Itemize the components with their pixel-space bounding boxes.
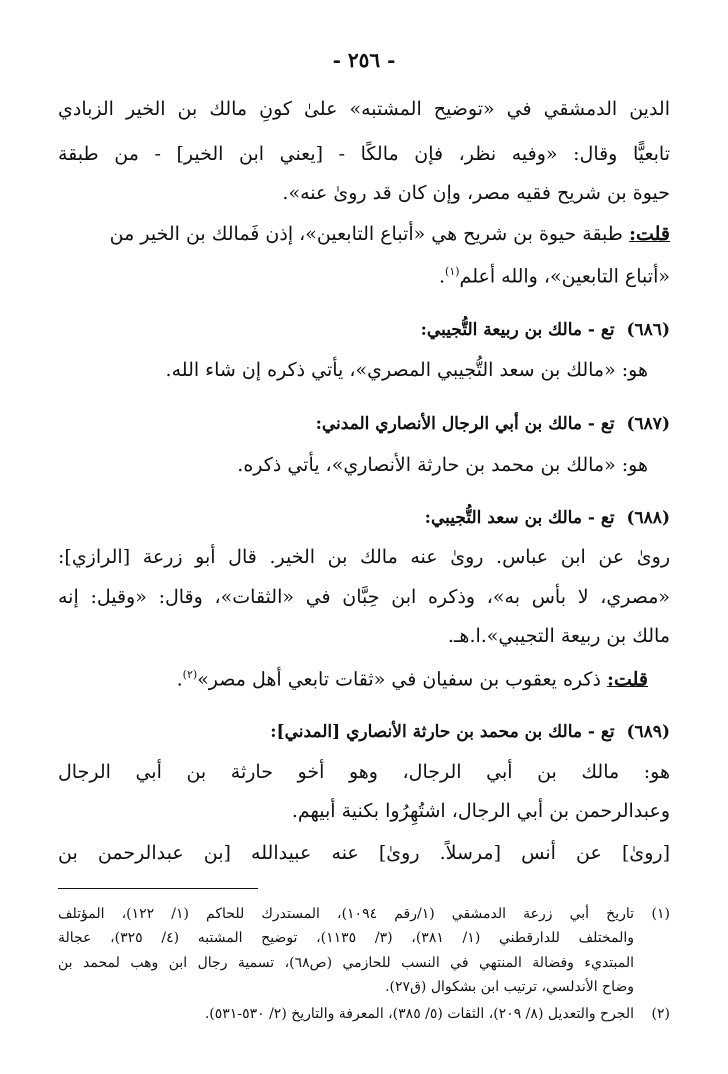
body-line: وعبدالرحمن بن أبي الرجال، اشتُهِرُوا بكنية أبيهم. [291, 800, 670, 822]
body-line: الدين الدمشقي في «توضيح المشتبه» علىٰ كونِ مالك بن الخير الزبادي [58, 98, 670, 120]
body-line: هو: «مالك بن سعد التُّجيبي المصري»، يأتي ذكره إن شاء الله. [165, 359, 648, 381]
body-line: هو: «مالك بن محمد بن حارثة الأنصاري»، يأتي ذكره. [237, 454, 648, 476]
body-text: «أتباع التابعين»، والله أعلم [459, 265, 670, 288]
qult-note [58, 219, 670, 249]
footnote-number: (١) [651, 906, 670, 922]
body-line: حيوة بن شريح فقيه مصر، وإن كان قد روىٰ عنه». [282, 182, 670, 204]
document-page [58, 0, 670, 1074]
body-line: مالك بن ربيعة التجيبي».ا.هـ. [447, 625, 670, 647]
body-line: «مصري، لا بأس به»، وذكره ابن حِبَّان في «الثقات»، وقال: «وقيل: إنه [58, 586, 670, 608]
footnote-ref: (١) [445, 265, 460, 278]
body-line: روىٰ عن ابن عباس. روىٰ عنه مالك بن الخير. قال أبو زرعة [الرازي]: [58, 546, 670, 568]
qult-label: قلت: [628, 223, 670, 245]
entry-title: تع - مالك بن محمد بن حارثة الأنصاري [المدني]: [270, 722, 615, 742]
entry-title: تع - مالك بن سعد التُّجيبي: [424, 508, 615, 528]
entry-heading [425, 503, 670, 533]
footnote-text: المبتديء وفضالة المنتهي في النسب للحازمي (ص٦٨)، تسمية رجال ابن وهب لمحمد بن [58, 955, 634, 971]
entry-heading [270, 717, 670, 747]
body-text: . [176, 668, 183, 691]
entry-heading [421, 315, 670, 345]
footnote-ref: (٢) [182, 668, 198, 681]
footnote-text: تاريخ أبي زرعة الدمشقي (١/رقم ١٠٩٤)، المستدرك للحاكم (١/ ١٢٢)، المؤتلف [58, 906, 635, 922]
body-line [439, 257, 670, 291]
entry-title: تع - مالك بن ربيعة التُّجيبي: [420, 320, 615, 340]
body-text: . [438, 265, 446, 288]
page-number: - ٢٥٦ - [332, 48, 396, 72]
entry-number: (٦٨٦) [626, 320, 670, 340]
qult-note [177, 660, 648, 694]
footnote-separator [58, 888, 258, 889]
entry-number: (٦٨٧) [626, 414, 670, 434]
footnote-text: وضاح الأندلسي، ترتيب ابن بشكوال (ق٢٧). [385, 979, 634, 995]
footnote-number: (٢) [651, 1006, 670, 1022]
body-line: تابعيًّا وقال: «وفيه نظر، فإن مالكًا - [يعني ابن الخير] - من طبقة [58, 143, 670, 165]
qult-text: طبقة حيوة بن شريح هي «أتباع التابعين»، إذن فَمالك بن الخير من [109, 223, 629, 245]
entry-title: تع - مالك بن أبي الرجال الأنصاري المدني: [315, 414, 615, 434]
qult-text: ذكره يعقوب بن سفيان في «ثقات تابعي أهل مصر» [197, 668, 607, 691]
entry-number: (٦٨٩) [626, 722, 670, 742]
footnote-text: الجرح والتعديل (٨/ ٢٠٩)، الثقات (٥/ ٣٨٥)، المعرفة والتاريخ (٢/ ٥٣٠-٥٣١). [204, 1006, 634, 1022]
entry-number: (٦٨٨) [626, 508, 670, 528]
body-line: هو: مالك بن أبي الرجال، وهو أخو حارثة بن أبي الرجال [58, 761, 670, 783]
body-line: [روىٰ] عن أنس [مرسلاً. روىٰ] عنه عبيدالله [بن عبدالرحمن بن [58, 842, 670, 864]
qult-label: قلت: [606, 668, 648, 691]
footnote-text: والمختلف للدارقطني (١/ ٣٨١)، (٣/ ١١٣٥)، توضيح المشتبه (٤/ ٣٢٥)، عجالة [58, 930, 635, 946]
entry-heading [316, 409, 670, 439]
